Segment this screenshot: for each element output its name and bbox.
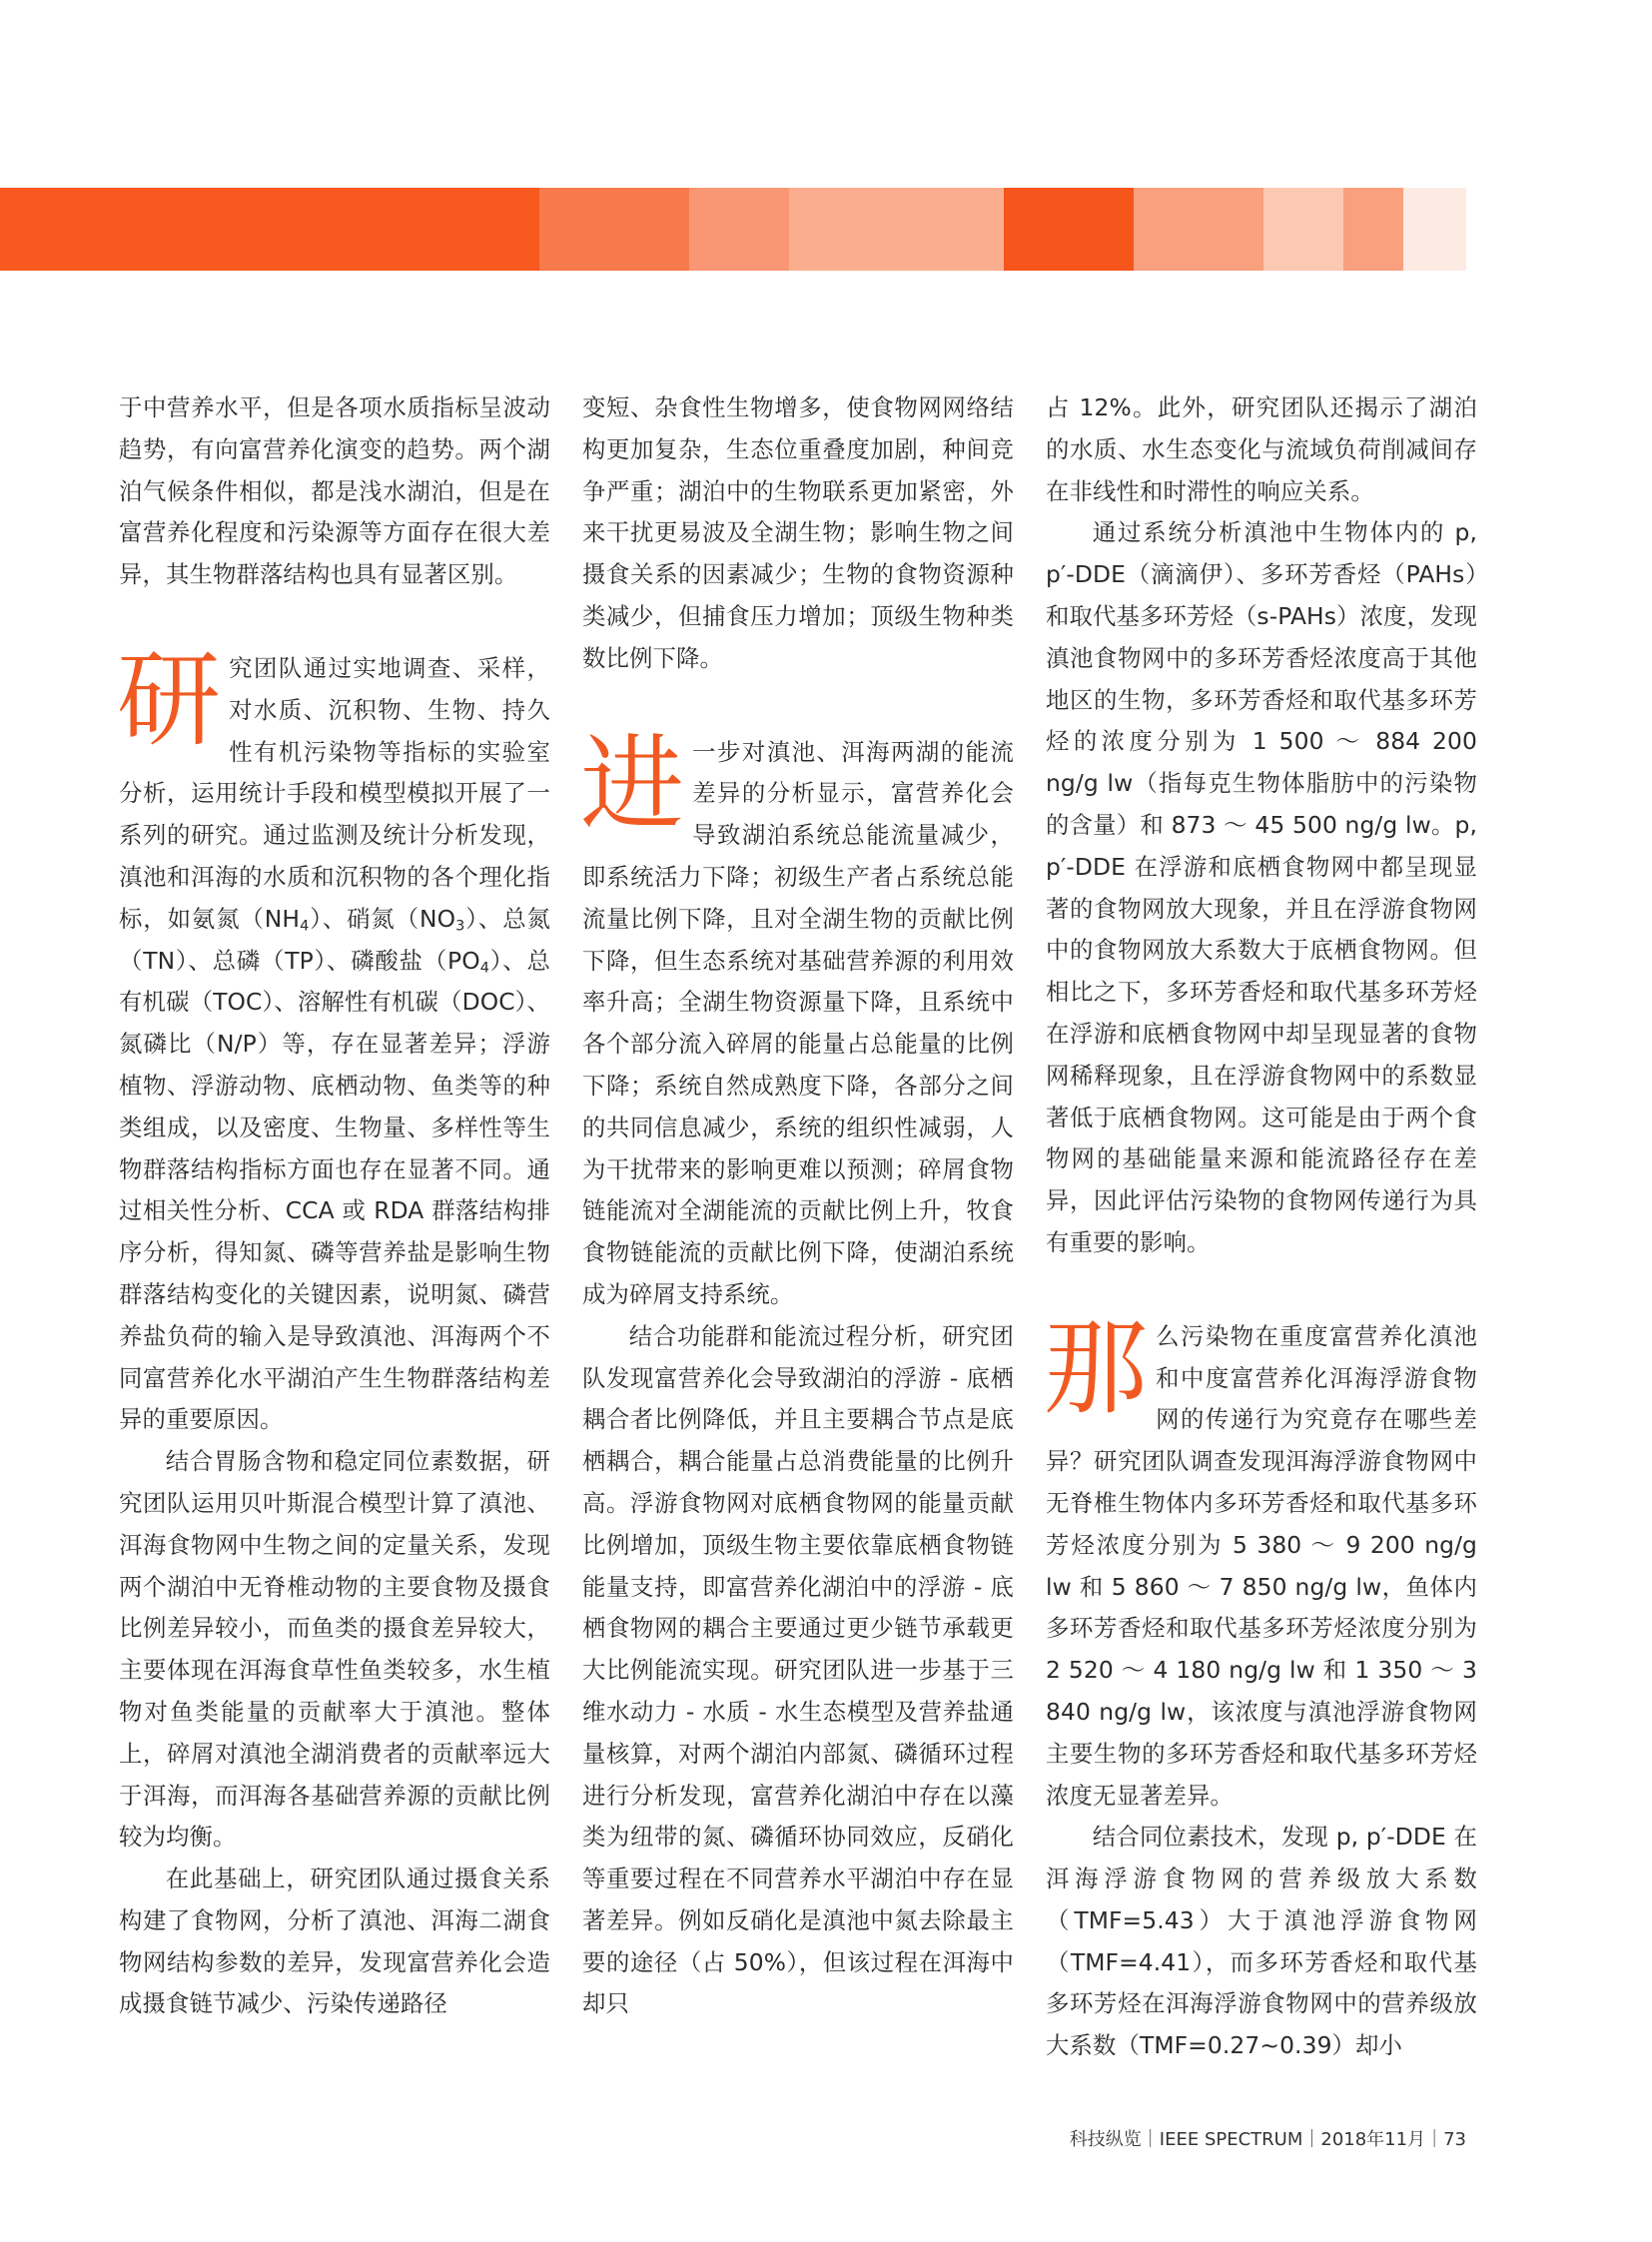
band-segment bbox=[1134, 188, 1263, 271]
drop-cap: 研 bbox=[117, 638, 222, 761]
page-footer: 科技纵览｜IEEE SPECTRUM｜2018年11月｜73 bbox=[1069, 2129, 1466, 2150]
column-3 bbox=[1046, 387, 1477, 2067]
band-segment bbox=[1403, 188, 1466, 271]
band-segment bbox=[689, 188, 789, 271]
paragraph: 进一步对滇池、洱海两湖的能流差异的分析显示，富营养化会导致湖泊系统总能流量减少，即系统活力下降；初级生产者占系统总能流量比例下降，且对全湖生物的贡献比例下降，但生态系统对基础营养源的利用效率升高；全湖生物资源量下降，且系统中各个部分流入碎屑的能量占总能量的比例下降；系统自然成熟度下降，各部分之间的共同信息减少，系统的组织性减弱，人为干扰带来的影响更难以预测；碎屑食物链能流对全湖能流的贡献比例上升，牧食食物链能流的贡献比例下降，使湖泊系统成为碎屑支持系统。 bbox=[580, 722, 1014, 1308]
paragraph: 研究团队通过实地调查、采样，对水质、沉积物、生物、持久性有机污染物等指标的实验室分析，运用统计手段和模型模拟开展了一系列的研究。通过监测及统计分析发现，滇池和洱海的水质和沉积物的各个理化指标，如氨氮$(NH_4)$、硝氮$(NO_3)$、总氮（TN）、总磷（TP）、磷酸盐$(PO_4)$、总有机碳（TOC）、溶解性有机碳（DOC）、氮磷比（N/P）等，存在显著差异；浮游植物、浮游动物、底栖动物、鱼类等的种类组成，以及密度、生物量、多样性等生物群落结构指标方面也存在显著不同。通过相关性分析、CCA 或 RDA 群落结构排序分析，得知氮、磷等营养盐是影响生物群落结构变化的关键因素，说明氮、磷营养盐负荷的输入是导致滇池、洱海两个不同富营养化水平湖泊产生生物群落结构差异的重要原因。 bbox=[117, 638, 551, 1434]
paragraph: 结合功能群和能流过程分析，研究团队发现富营养化会导致湖泊的浮游 - 底栖耦合者比例降低，并且主要耦合节点是底栖耦合，耦合能量占总消费能量的比例升高。浮游食物网对底栖食物网的能量贡献比例增加，顶级生物主要依靠底栖食物链能量支持，即富营养化湖泊中的浮游 - 底栖食物网的耦合主要通过更少链节承载更大比例能流实现。研究团队进一步基于三维水动力 - 水质 - 水生态模型及营养盐通量核算，对两个湖泊内部氮、磷循环过程进行分析发现，富营养化湖泊中存在以藻类为纽带的氮、磷循环协同效应，反硝化等重要过程在不同营养水平湖泊中存在显著差异。例如反硝化是滇池中氮去除最主要的途径（占 50%），但该过程在洱海中却只 bbox=[582, 1321, 1014, 2018]
band-segment bbox=[1263, 188, 1343, 271]
column-1 bbox=[119, 387, 550, 2025]
header-color-band bbox=[0, 188, 1466, 271]
paragraph: 结合胃肠含物和稳定同位素数据，研究团队运用贝叶斯混合模型计算了滇池、洱海食物网中生物之间的定量关系，发现两个湖泊中无脊椎动物的主要食物及摄食比例差异较小，而鱼类的摄食差异较大，主要体现在洱海食草性鱼类较多，水生植物对鱼类能量的贡献率大于滇池。整体上，碎屑对滇池全湖消费者的贡献率远大于洱海，而洱海各基础营养源的贡献比例较为均衡。 bbox=[119, 1447, 550, 1852]
paragraph: 在此基础上，研究团队通过摄食关系构建了食物网，分析了滇池、洱海二湖食物网结构参数的差异，发现富营养化会造成摄食链节减少、污染传递路径 bbox=[119, 1865, 550, 2018]
paragraph: 通过系统分析滇池中生物体内的 p, p′-DDE（滴滴伊）、多环芳香烃（PAHs）和取代基多环芳烃（s-PAHs）浓度，发现滇池食物网中的多环芳香烃浓度高于其他地区的生物，多环芳香烃和取代基多环芳烃的浓度分别为 1 500 ～ 884 200 ng/g lw（指每克生物体脂肪中的污染物的含量）和 873 ～ 45 500 ng/g lw。p, p′-DDE 在浮游和底栖食物网中都呈现显著的食物网放大现象，并且在浮游食物网中的食物网放大系数大于底栖食物网。但相比之下，多环芳香烃和取代基多环芳烃在浮游和底栖食物网中却呈现显著的食物网稀释现象，且在浮游食物网中的系数显著低于底栖食物网。这可能是由于两个食物网的基础能量来源和能流路径存在差异，因此评估污染物的食物网传递行为具有重要的影响。 bbox=[1046, 518, 1477, 1256]
band-segment bbox=[0, 188, 539, 271]
band-segment bbox=[1343, 188, 1403, 271]
band-segment bbox=[789, 188, 1004, 271]
paragraph: 结合同位素技术，发现 p, p′-DDE 在洱海浮游食物网的营养级放大系数（TMF=5.43）大于滇池浮游食物网（TMF=4.41），而多环芳香烃和取代基多环芳烃在洱海浮游食物网中的营养级放大系数（TMF=0.27~0.39）却小 bbox=[1046, 1823, 1477, 2060]
drop-cap: 进 bbox=[580, 722, 685, 845]
band-segment bbox=[539, 188, 689, 271]
drop-cap: 那 bbox=[1044, 1306, 1149, 1429]
band-segment bbox=[1004, 188, 1134, 271]
column-2 bbox=[582, 387, 1014, 2025]
paragraph: 占 12%。此外，研究团队还揭示了湖泊的水质、水生态变化与流域负荷削减间存在非线性和时滞性的响应关系。 bbox=[1046, 393, 1477, 505]
paragraph: 那么污染物在重度富营养化滇池和中度富营养化洱海浮游食物网的传递行为究竟存在哪些差异？研究团队调查发现洱海浮游食物网中无脊椎生物体内多环芳香烃和取代基多环芳烃浓度分别为 5 380 ～ 9 200 ng/g lw 和 5 860 ～ 7 850 ng/g lw，鱼体内多环芳香烃和取代基多环芳烃浓度分别为 2 520 ～ 4 180 ng/g lw 和 1 350 ～ 3 840 ng/g lw，该浓度与滇池浮游食物网主要生物的多环芳香烃和取代基多环芳烃浓度无显著差异。 bbox=[1044, 1306, 1477, 1810]
paragraph: 于中营养水平，但是各项水质指标呈波动趋势，有向富营养化演变的趋势。两个湖泊气候条件相似，都是浅水湖泊，但是在富营养化程度和污染源等方面存在很大差异，其生物群落结构也具有显著区别。 bbox=[119, 393, 550, 589]
paragraph: 变短、杂食性生物增多，使食物网网络结构更加复杂，生态位重叠度加剧，种间竞争严重；湖泊中的生物联系更加紧密，外来干扰更易波及全湖生物；影响生物之间摄食关系的因素减少；生物的食物资源种类减少，但捕食压力增加；顶级生物种类数比例下降。 bbox=[582, 393, 1014, 672]
